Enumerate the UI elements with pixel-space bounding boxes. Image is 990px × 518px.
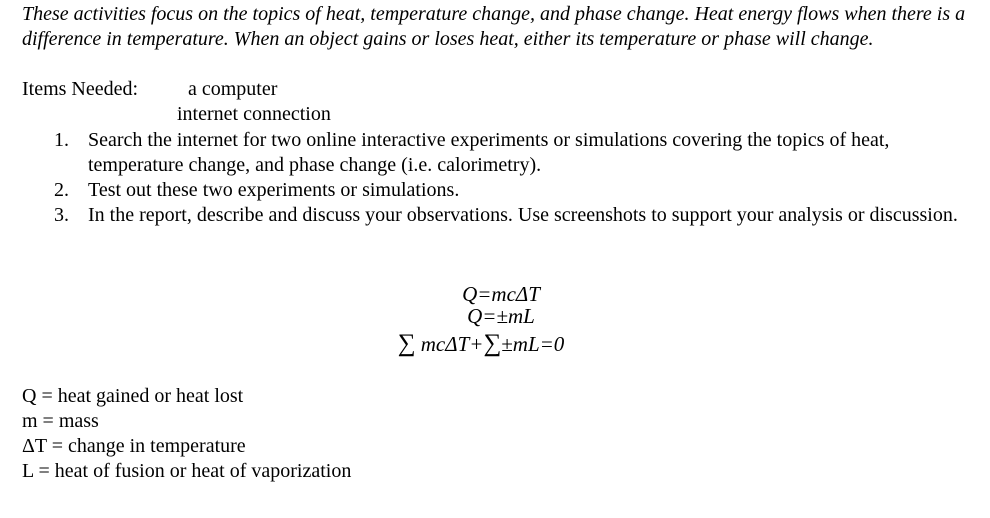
step-text: In the report, describe and discuss your observations. Use screenshots to support your analysis or discussion. (88, 204, 958, 226)
definition-delta-t: ΔT = change in temperature (22, 435, 246, 457)
items-needed-label: Items Needed: (22, 78, 139, 100)
sum-symbol: ∑ (483, 330, 502, 357)
sum-symbol: ∑ (397, 330, 416, 357)
step-number: 3. (54, 204, 69, 226)
definitions-list (22, 384, 351, 484)
equation-term-a: mcΔT+ (420, 332, 484, 356)
equation-term-b: ±mL=0 (501, 332, 565, 356)
step-text: Test out these two experiments or simulations. (88, 179, 460, 201)
steps-list (22, 128, 972, 228)
equation-heat-phase: Q=±mL (467, 304, 535, 328)
step-item (22, 178, 972, 203)
step-item (22, 203, 972, 228)
intro-paragraph: These activities focus on the topics of heat, temperature change, and phase change. Heat energy flows when there is a difference in temperature. When an object gains or loses heat, either its temperature or phase will change. (22, 3, 966, 50)
equation-conservation (0, 331, 976, 357)
step-number: 1. (54, 129, 69, 151)
definition-q: Q = heat gained or heat lost (22, 385, 244, 407)
step-text: Search the internet for two online interactive experiments or simulations covering the topics of heat, temperature change, and phase change (i.e. calorimetry). (88, 129, 890, 176)
step-item (22, 128, 972, 178)
step-number: 2. (54, 179, 69, 201)
item-internet-connection: internet connection (177, 103, 331, 125)
item-computer: a computer (188, 78, 278, 100)
definition-m: m = mass (22, 410, 99, 432)
definition-l: L = heat of fusion or heat of vaporization (22, 460, 352, 482)
equation-heat-temperature: Q=mcΔT (462, 282, 540, 306)
